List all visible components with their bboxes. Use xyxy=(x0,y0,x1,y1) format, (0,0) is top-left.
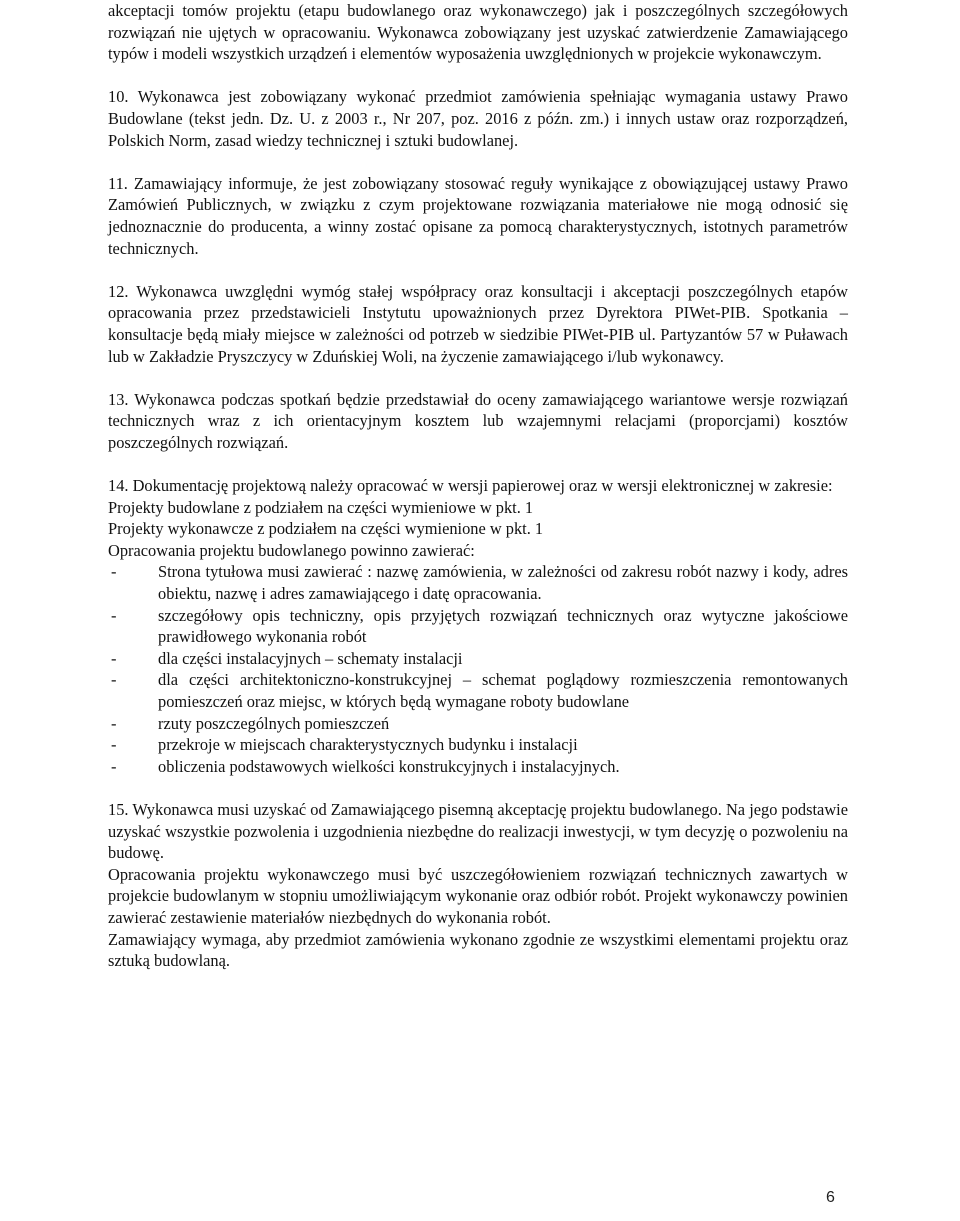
list-item xyxy=(108,561,848,604)
list-item xyxy=(108,605,848,648)
paragraph-15-b: Opracowania projektu wykonawczego musi być uszczegółowieniem rozwiązań technicznych zawartych w projekcie budowlanym w stopniu umożliwiającym wykonanie oraz odbiór robót. Projekt wykonawczy powinien zawierać zestawienie materiałów niezbędnych do wykonania robót. xyxy=(108,864,848,927)
list-item-text: dla części architektoniczno-konstrukcyjnej – schemat poglądowy rozmieszczenia remontowanych pomieszczeń oraz miejsc, w których będą wymagane roboty budowlane xyxy=(158,670,848,711)
list-item-text: szczegółowy opis techniczny, opis przyjętych rozwiązań technicznych oraz wytyczne jakościowe prawidłowego wykonania robót xyxy=(158,605,848,647)
paragraph-14-line-1: Projekty budowlane z podziałem na części wymieniowe w pkt. 1 xyxy=(108,497,534,517)
list-item xyxy=(108,713,848,735)
paragraph-14-line-2: Projekty wykonawcze z podziałem na części wymienione w pkt. 1 xyxy=(108,519,544,539)
contents-list xyxy=(108,561,848,777)
list-dash: - xyxy=(111,735,117,755)
paragraph-14-line-3: Opracowania projektu budowlanego powinno zawierać: xyxy=(108,540,475,560)
list-item xyxy=(108,756,848,778)
list-item-text: przekroje w miejscach charakterystycznych budynku i instalacji xyxy=(158,735,578,755)
list-item-text: obliczenia podstawowych wielkości konstrukcyjnych i instalacyjnych. xyxy=(158,756,620,776)
paragraph-11: 11. Zamawiający informuje, że jest zobowiązany stosować reguły wynikające z obowiązującej ustawy Prawo Zamówień Publicznych, w związku z czym projektowane rozwiązania materiałowe nie mogą odnosić się jednoznacznie do producenta, a winny zostać opisane za pomocą charakterystycznych, istotnych parametrów technicznych. xyxy=(108,173,848,258)
list-dash: - xyxy=(111,713,117,733)
paragraph-15: 15. Wykonawca musi uzyskać od Zamawiającego pisemną akceptację projektu budowlanego. Na jego podstawie uzyskać wszystkie pozwolenia i uzgodnienia niezbędne do realizacji inwestycji, w tym decyzję o pozwoleniu na budowę. xyxy=(108,799,848,863)
list-dash: - xyxy=(111,756,117,776)
list-dash: - xyxy=(111,562,117,582)
list-dash: - xyxy=(111,670,117,690)
paragraph-12: 12. Wykonawca uwzględni wymóg stałej współpracy oraz konsultacji i akceptacji poszczególnych etapów opracowania przez przedstawicieli Instytutu upoważnionych przez Dyrektora PIWet-PIB. Spotkania – konsultacje będą miały miejsce w zależności od potrzeb w siedzibie PIWet-PIB ul. Partyzantów 57 w Puławach lub w Zakładzie Pryszczycy w Zduńskiej Woli, na życzenie zamawiającego i/lub wykonawcy. xyxy=(108,281,848,366)
list-item-text: rzuty poszczególnych pomieszczeń xyxy=(158,713,390,733)
paragraph-14: 14. Dokumentację projektową należy opracować w wersji papierowej oraz w wersji elektronicznej w zakresie: xyxy=(108,476,833,496)
page-number: 6 xyxy=(826,1189,835,1206)
list-item-text: Strona tytułowa musi zawierać : nazwę zamówienia, w zależności od zakresu robót nazwy i kody, adres obiektu, nazwę i adres zamawiającego i datę opracowania. xyxy=(158,562,848,604)
list-dash: - xyxy=(111,648,117,668)
paragraph-10: 10. Wykonawca jest zobowiązany wykonać przedmiot zamówienia spełniając wymagania ustawy Prawo Budowlane (tekst jedn. Dz. U. z 2003 r., Nr 207, poz. 2016 z późn. zm.) i innych ustaw oraz rozporządzeń, Polskich Norm, zasad wiedzy technicznej i sztuki budowlanej. xyxy=(108,87,848,150)
paragraph-13: 13. Wykonawca podczas spotkań będzie przedstawiał do oceny zamawiającego wariantowe wersje rozwiązań technicznych wraz z ich orientacyjnym kosztem lub wzajemnymi relacjami (proporcjami) kosztów poszczególnych rozwiązań. xyxy=(108,389,848,452)
list-item xyxy=(108,648,848,670)
list-item xyxy=(108,734,848,756)
intro-paragraph: akceptacji tomów projektu (etapu budowlanego oraz wykonawczego) jak i poszczególnych szczegółowych rozwiązań nie ujętych w opracowaniu. Wykonawca zobowiązany jest uzyskać zatwierdzenie Zamawiającego typów i modeli wszystkich urządzeń i elementów wyposażenia uwzględnionych w projekcie wykonawczym. xyxy=(108,1,848,64)
list-item-text: dla części instalacyjnych – schematy instalacji xyxy=(158,648,463,668)
document-page xyxy=(108,0,848,972)
list-item xyxy=(108,669,848,712)
list-dash: - xyxy=(111,605,117,625)
paragraph-15-c: Zamawiający wymaga, aby przedmiot zamówienia wykonano zgodnie ze wszystkimi elementami projektu oraz sztuką budowlaną. xyxy=(108,929,848,971)
